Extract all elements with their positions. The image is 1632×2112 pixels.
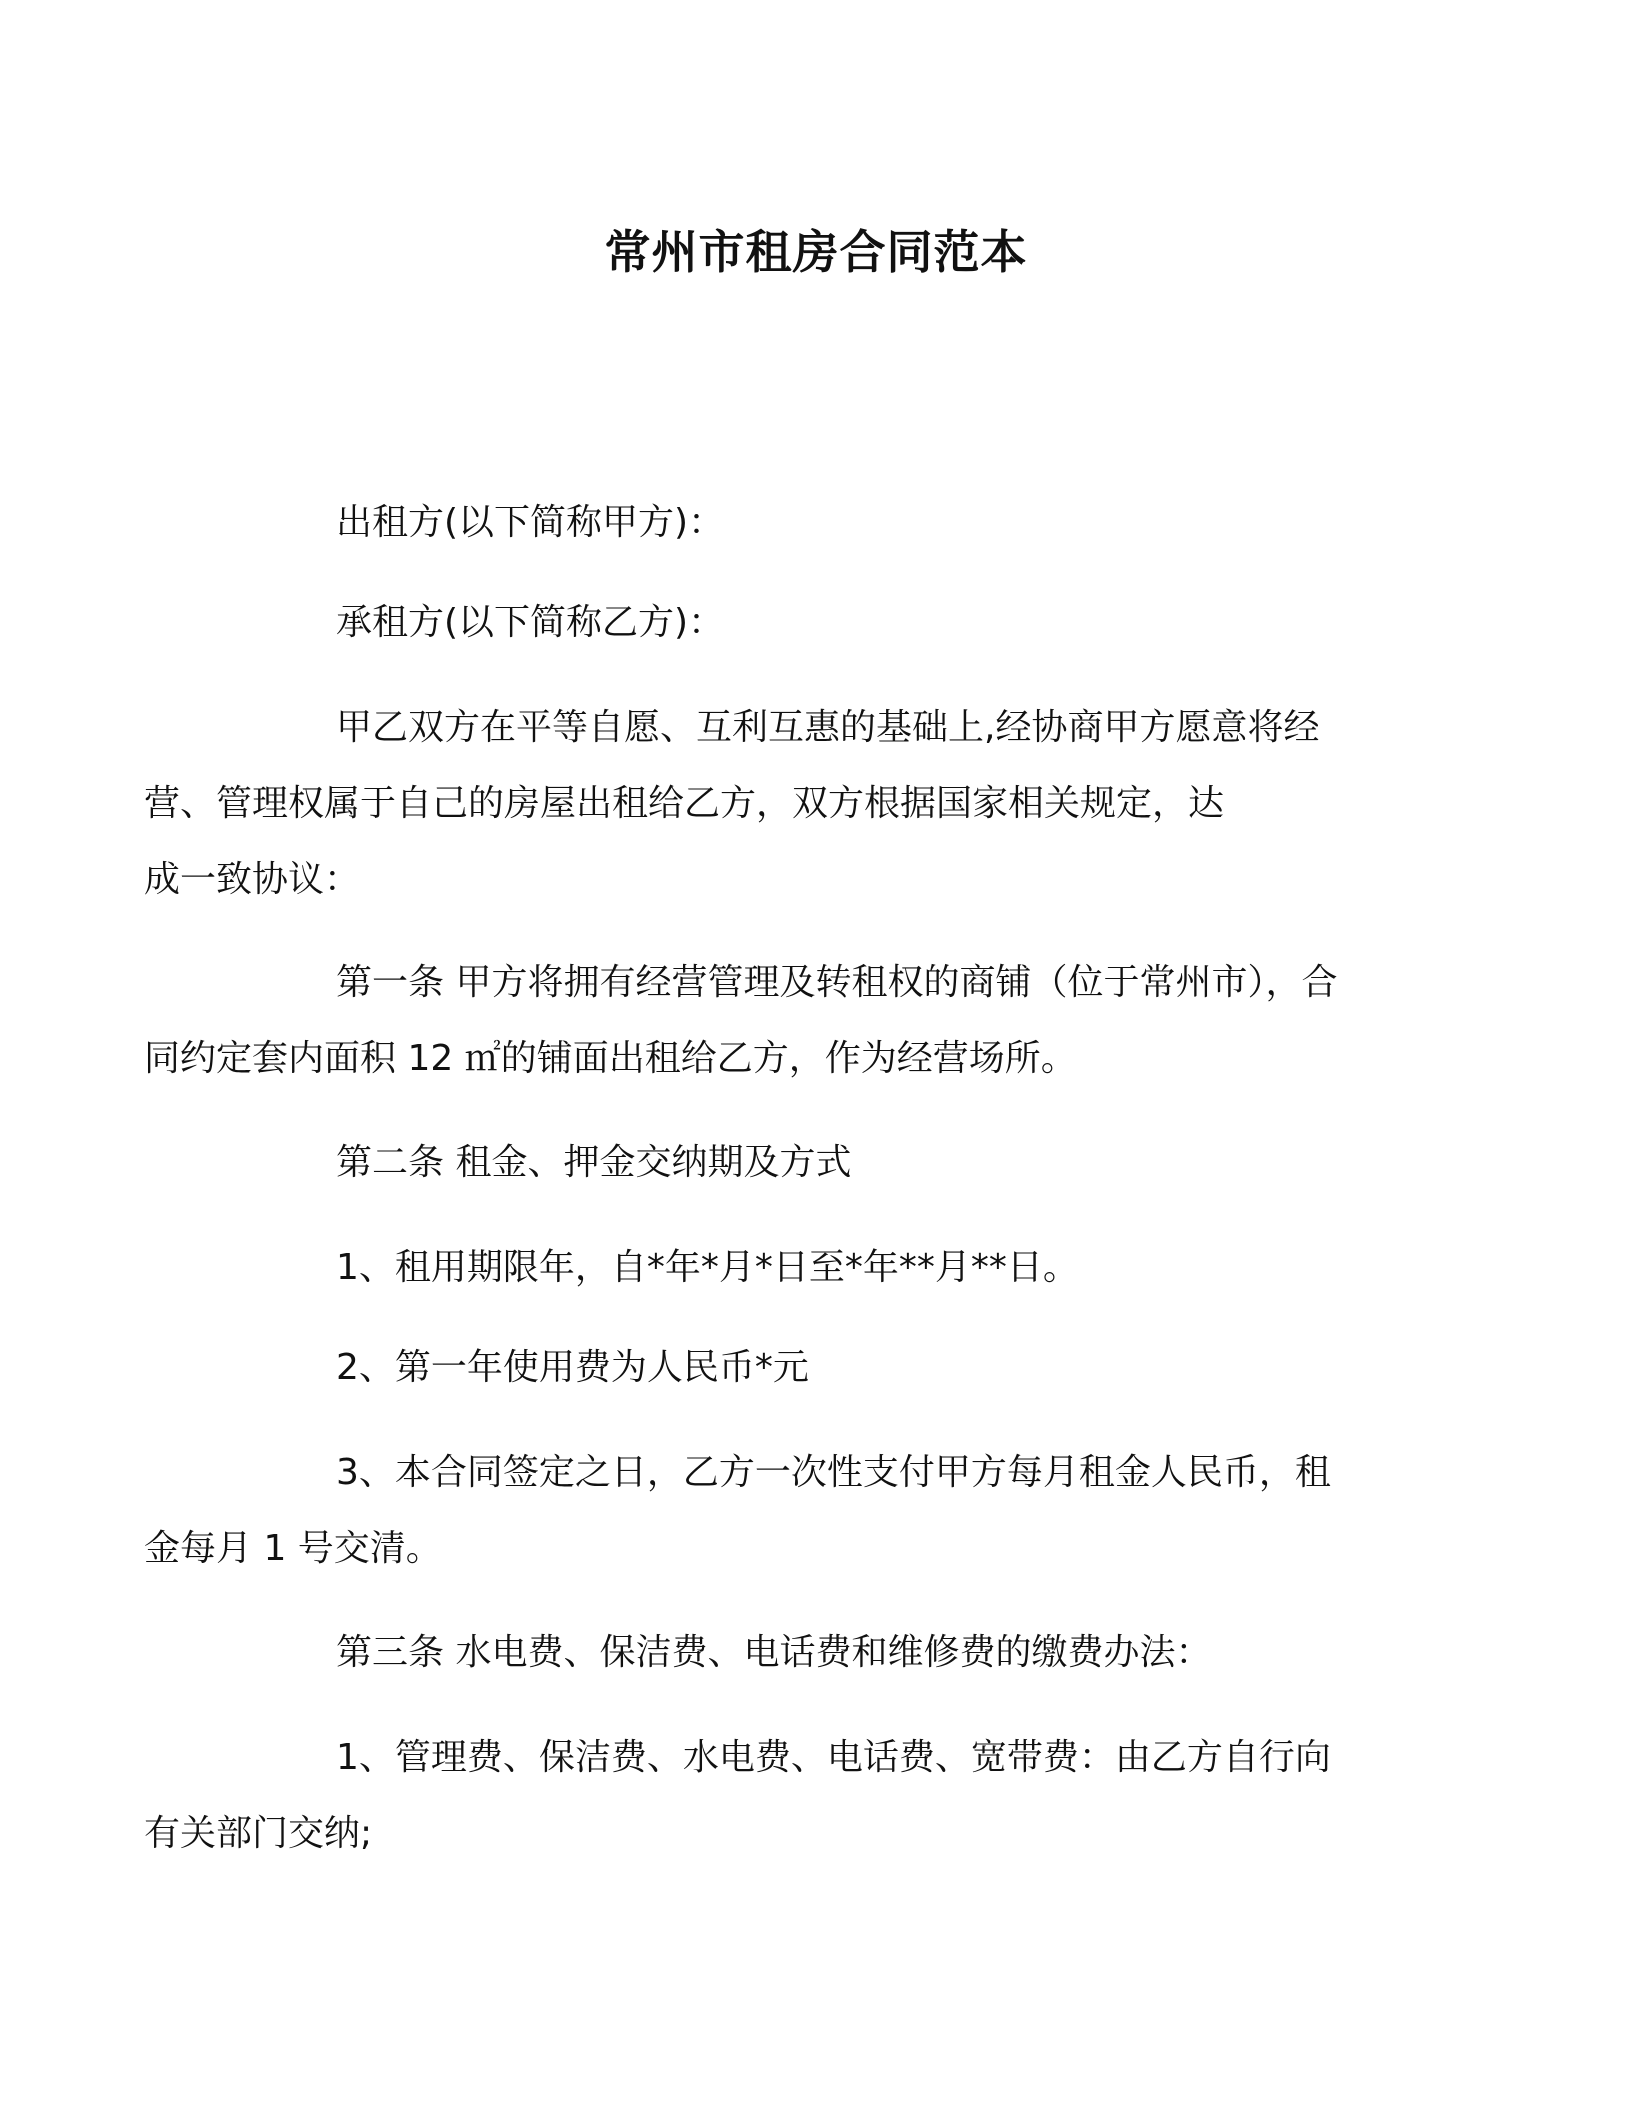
paragraph-line: 第一条 甲方将拥有经营管理及转租权的商铺（位于常州市），合 bbox=[336, 962, 1338, 1003]
paragraph-line: 2、第一年使用费为人民币*元 bbox=[336, 1347, 809, 1388]
paragraph-line: 同约定套内面积 12 ㎡的铺面出租给乙方，作为经营场所。 bbox=[144, 1038, 1077, 1079]
paragraph-article-3 bbox=[240, 1615, 1392, 1691]
paragraph-line: 营、管理权属于自己的房屋出租给乙方，双方根据国家相关规定，达 bbox=[144, 783, 1225, 824]
paragraph-line: 1、租用期限年，自*年*月*日至*年**月**日。 bbox=[336, 1247, 1079, 1288]
paragraph-line: 第三条 水电费、保洁费、电话费和维修费的缴费办法： bbox=[336, 1632, 1212, 1673]
paragraph-line: 成一致协议： bbox=[144, 859, 361, 900]
paragraph-item-2 bbox=[240, 1330, 1392, 1406]
paragraph-line: 甲乙双方在平等自愿、互利互惠的基础上,经协商甲方愿意将经 bbox=[336, 707, 1320, 748]
paragraph-lessor bbox=[240, 485, 1392, 561]
paragraph-item-3 bbox=[144, 1435, 1392, 1587]
paragraph-line: 金每月 1 号交清。 bbox=[144, 1528, 442, 1569]
paragraph-line: 承租方(以下简称乙方)： bbox=[336, 602, 725, 643]
paragraph-line: 3、本合同签定之日，乙方一次性支付甲方每月租金人民币，租 bbox=[336, 1452, 1331, 1493]
paragraph-fee-item-1 bbox=[144, 1720, 1392, 1872]
paragraph-line: 有关部门交纳; bbox=[144, 1813, 373, 1854]
paragraph-line: 第二条 租金、押金交纳期及方式 bbox=[336, 1142, 852, 1183]
paragraph-item-1 bbox=[240, 1230, 1392, 1306]
paragraph-line: 1、管理费、保洁费、水电费、电话费、宽带费：由乙方自行向 bbox=[336, 1737, 1331, 1778]
document-title: 常州市租房合同范本 bbox=[604, 225, 1028, 279]
paragraph-article-2 bbox=[240, 1125, 1392, 1201]
paragraph-preamble bbox=[144, 690, 1392, 918]
paragraph-line: 出租方(以下简称甲方)： bbox=[336, 502, 725, 543]
paragraph-article-1 bbox=[144, 945, 1392, 1097]
paragraph-lessee bbox=[240, 585, 1392, 661]
